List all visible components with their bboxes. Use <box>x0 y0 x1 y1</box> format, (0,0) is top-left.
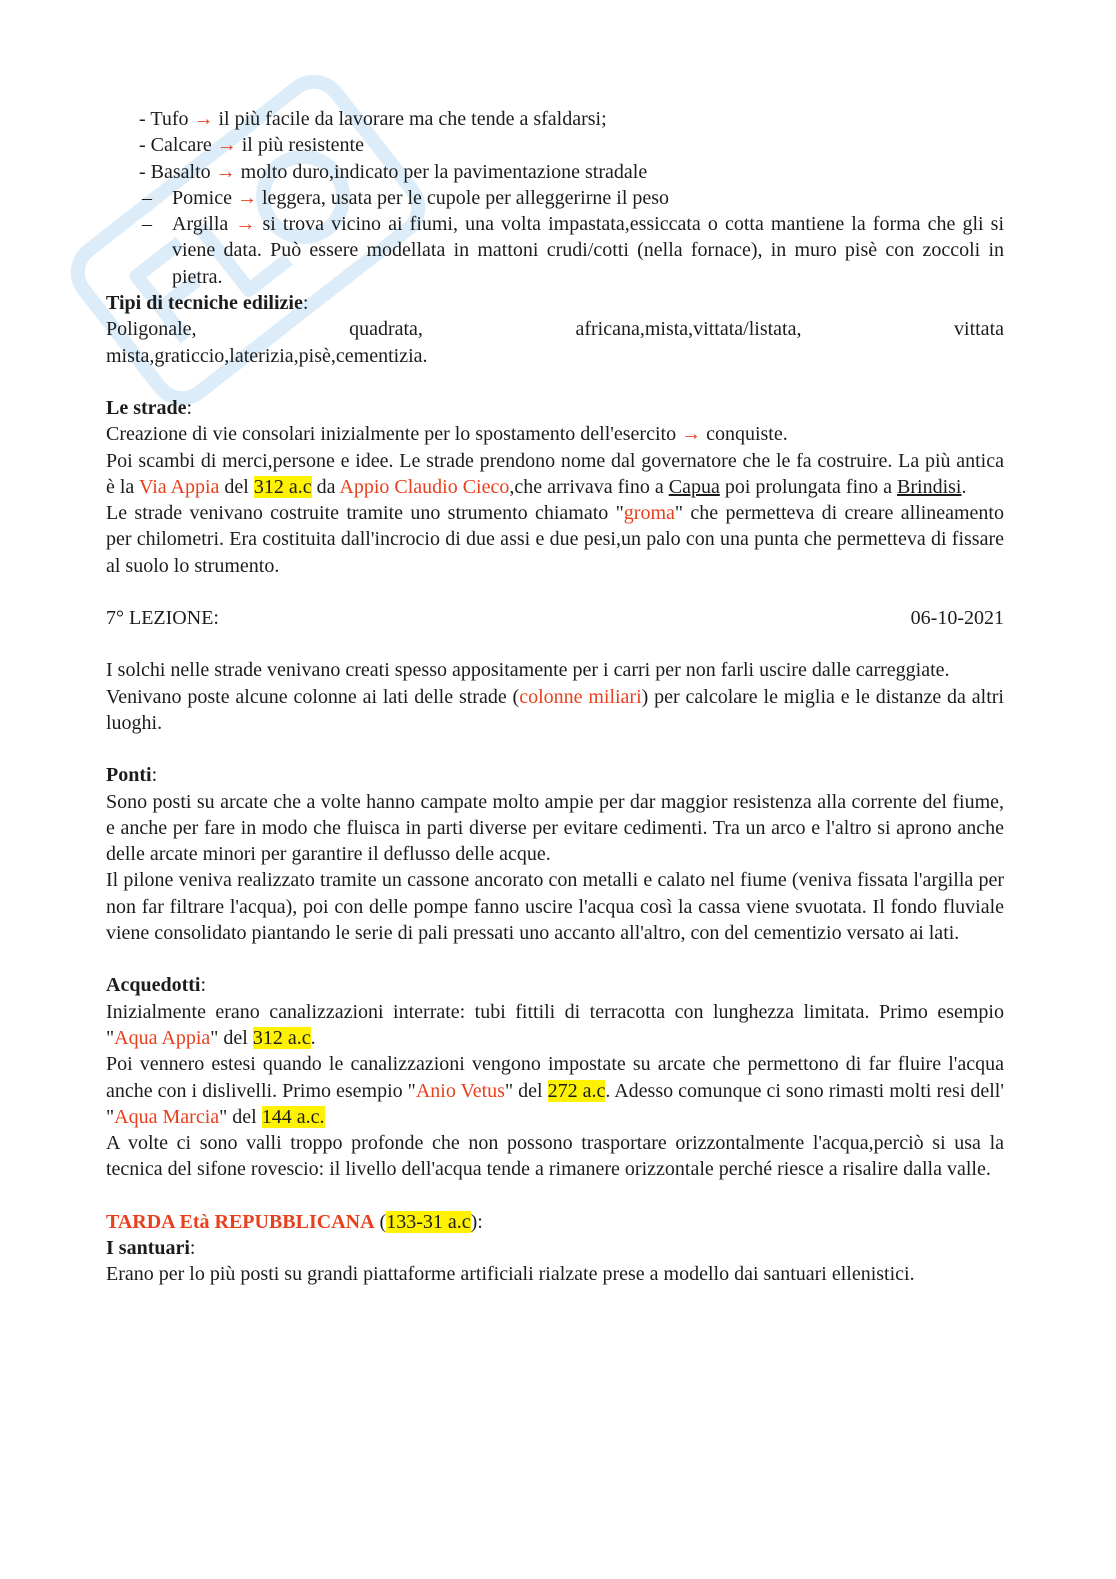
acquedotti-paragraph: Poi vennero estesi quando le canalizzazioni vengono impostate su arcate che permettono di far fluire l'acqua anche con i dislivelli. Primo esempio "Anio Vetus" del 272 a.c. Adesso comunque ci sono rimasti molti resi dell' "Aqua Marcia" del 144 a.c. <box>106 1053 1004 1128</box>
lesson-date: 06-10-2021 <box>910 607 1004 630</box>
acquedotti-paragraph: Inizialmente erano canalizzazioni interrate: tubi fittili di terracotta con lunghezza limitata. Primo esempio "Aqua Appia" del 312 a.c. <box>106 1000 1004 1049</box>
solchi-paragraph: I solchi nelle strade venivano creati spesso appositamente per i carri per non farli uscire dalle carreggiate. <box>106 659 950 682</box>
santuari-paragraph: Erano per lo più posti su grandi piattaforme artificiali rialzate prese a modello dai santuari ellenistici. <box>106 1263 915 1286</box>
list-item: - Calcare → il più resistente <box>139 134 364 157</box>
lesson-header <box>106 605 1004 631</box>
tecniche-line: Poligonale, quadrata, africana,mista,vittata/listata, vittata <box>106 318 1004 341</box>
ponti-heading: Ponti: <box>106 764 158 787</box>
acquedotti-heading: Acquedotti: <box>106 974 207 997</box>
list-item: - Basalto → molto duro,indicato per la pavimentazione stradale <box>139 160 648 183</box>
list-item: – Argilla → si trova vicino ai fiumi, una volta impastata,essiccata o cotta mantiene la forma che gli si viene data. Può essere modellata in mattoni crudi/cotti (nella fornace), in muro pisè con zoccoli in pietra. <box>142 213 1005 288</box>
list-item: – Pomice → leggera, usata per le cupole per alleggerirne il peso <box>142 186 670 209</box>
santuari-heading: I santuari: <box>106 1236 196 1259</box>
strade-heading: Le strade: <box>106 396 193 419</box>
ponti-paragraph: Il pilone veniva realizzato tramite un cassone ancorato con metalli e calato nel fiume (veniva fissata l'argilla per non far filtrare l'acqua), poi con delle pompe fanno uscire l'acqua così la cassa viene svuotata. Il fondo fluviale viene consolidato piantando le serie di pali pressati uno accanto all'altro, con del cementizio versato ai lati. <box>106 869 1004 945</box>
lesson-label: 7° LEZIONE: <box>106 607 219 630</box>
list-item: - Tufo → il più facile da lavorare ma che tende a sfaldarsi; <box>139 108 607 130</box>
ponti-paragraph: Sono posti su arcate che a volte hanno campate molto ampie per dar maggior resistenza alla corrente del fiume, e anche per fare in modo che fluisca in parti diverse per evitare cedimenti. Tra un arco e l'altro si aprono anche delle arcate minori per garantire il deflusso delle acque. <box>106 790 1004 866</box>
tecniche-line: mista,graticcio,laterizia,pisè,cementizia. <box>106 344 428 367</box>
stone-list <box>106 106 1004 290</box>
strade-paragraph: Creazione di vie consolari inizialmente per lo spostamento dell'esercito → conquiste. <box>106 423 788 446</box>
solchi-paragraph: Venivano poste alcune colonne ai lati delle strade (colonne miliari) per calcolare le miglia e le distanze da altri luoghi. <box>106 685 1004 734</box>
strade-paragraph: Le strade venivano costruite tramite uno strumento chiamato "groma" che permetteva di creare allineamento per chilometri. Era costituita dall'incrocio di due assi e due pesi,un palo con una punta che permetteva di fissare al suolo lo strumento. <box>106 502 1004 577</box>
document-page <box>106 106 1004 1288</box>
acquedotti-paragraph: A volte ci sono valli troppo profonde che non possono trasportare orizzontalmente l'acqua,perciò si usa la tecnica del sifone rovescio: il livello dell'acqua tende a rimanere orizzontale perché riesce a risalire dalla valle. <box>106 1132 1004 1181</box>
period-title: TARDA Età REPUBBLICANA (133-31 a.c): <box>106 1210 483 1233</box>
tecniche-heading: Tipi di tecniche edilizie: <box>106 292 309 315</box>
strade-paragraph: Poi scambi di merci,persone e idee. Le strade prendono nome dal governatore che le fa costruire. La più antica è la Via Appia del 312 a.c da Appio Claudio Cieco,che arrivava fino a Capua poi prolungata fino a Brindisi. <box>106 449 1004 498</box>
